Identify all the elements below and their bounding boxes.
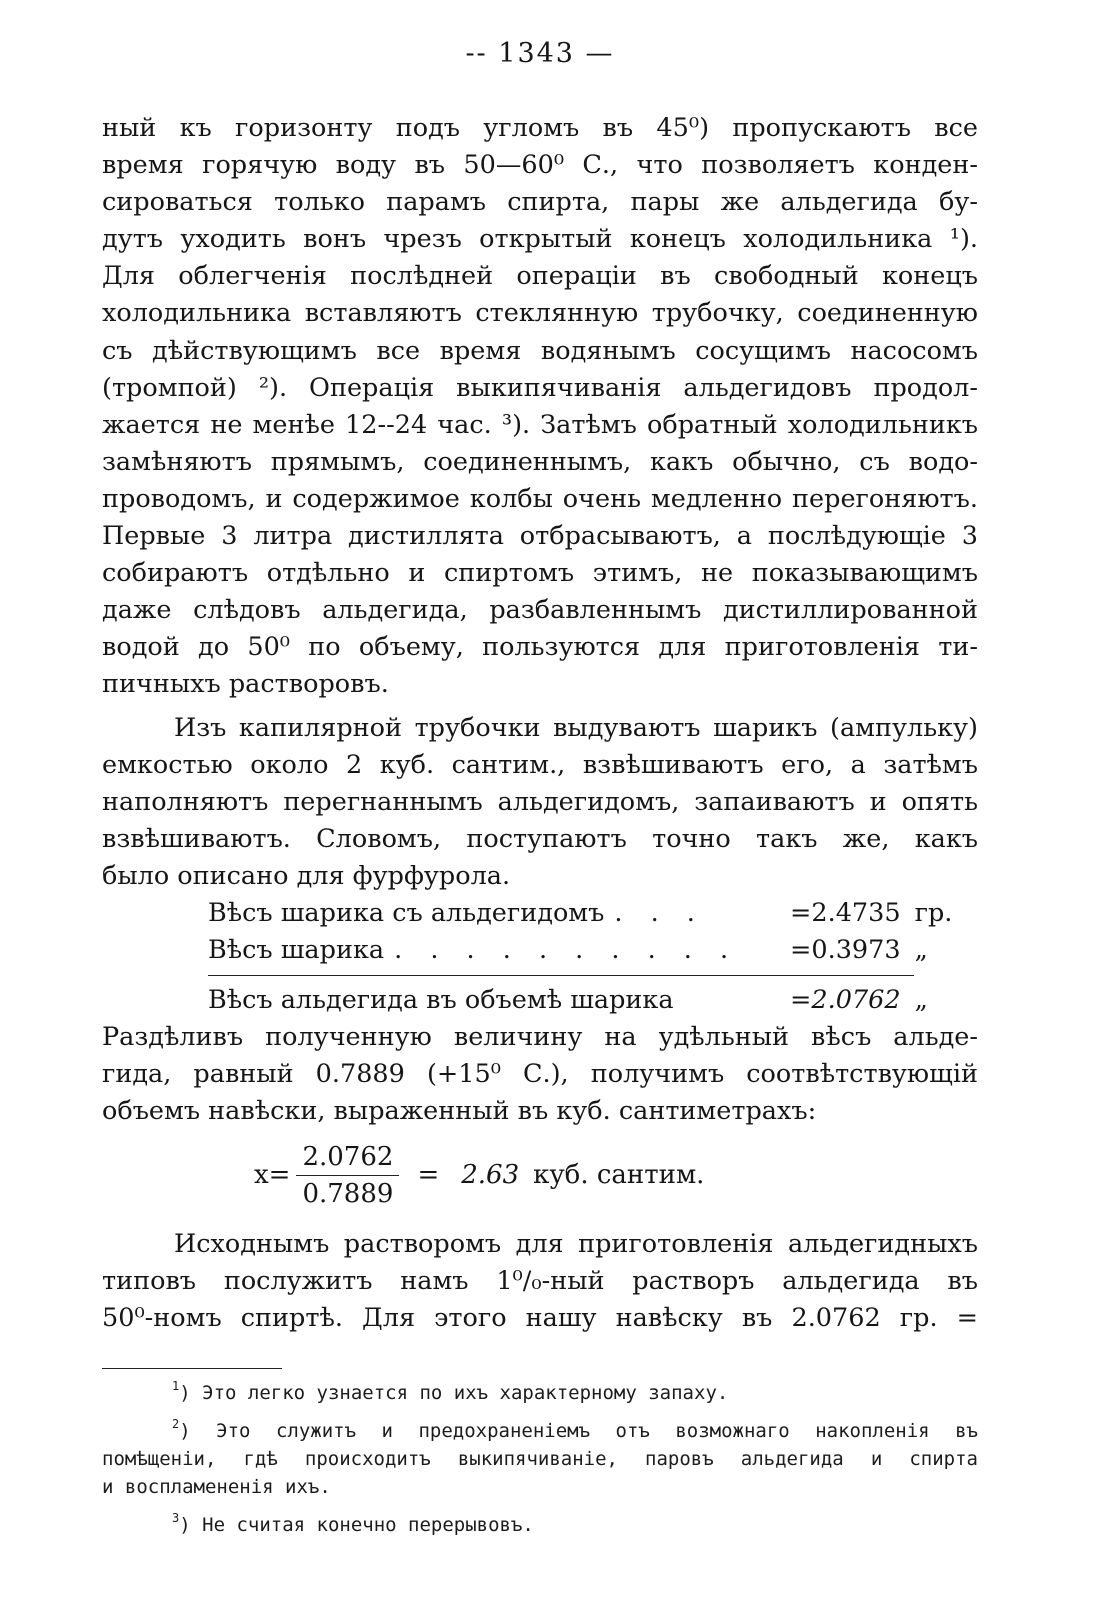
text-line: Исходнымъ растворомъ для приготовленія альдегидныхъ [174,1229,978,1260]
text-line: пичныхъ растворовъ. [102,669,389,700]
weight-row [208,895,1022,932]
footnote-line: $^2$) Это служитъ и предохраненіемъ отъ возможнаго накопленія въ [172,1416,978,1442]
text-line: (тромпой) ²). Операція выкипячиванія альдегидовъ продол- [102,372,978,403]
text-line: дутъ уходить вонъ чрезъ открытый конецъ холодильника ¹). [102,224,978,255]
text-line: Первые 3 литра дистиллята отбрасываютъ, а послѣдующіе 3 [102,521,978,552]
footnote-text: Не считая конечно перерывовъ. [202,1513,534,1536]
weight-row [208,932,1022,969]
weight-value-cell [790,895,1022,932]
footnote-1 [102,1379,978,1407]
text-line: проводомъ, и содержимое колбы очень медленно перегоняютъ. [102,483,978,514]
weight-result-value: =2.0762 [790,984,901,1015]
text-line: типовъ послужитъ намъ 1⁰/₀-ный растворъ альдегида въ [102,1266,978,1297]
text-line: даже слѣдовъ альдегида, разбавленнымъ дистиллированной [102,595,978,626]
weight-label: Вѣсъ шарика съ альдегидомъ [208,897,605,928]
weight-value: =2.4735 [790,897,901,928]
weight-result-label: Вѣсъ альдегида въ объемѣ шарика [208,984,674,1015]
weight-value-cell [790,932,1022,969]
text-line: взвѣшиваютъ. Словомъ, поступаютъ точно такъ же, какъ [102,823,978,854]
footnote-text: Это служитъ и предохраненіемъ отъ возможнаго накопленія въ [216,1419,978,1442]
formula-lhs: x= [254,1160,291,1191]
footnotes [102,1379,978,1539]
text-line: сироваться только парамъ спирта, пары же альдегида бу- [102,187,978,218]
footnote-line: и воспламененія ихъ. [102,1475,331,1498]
text-line: замѣняютъ прямымъ, соединеннымъ, какъ обычно, съ водо- [102,446,978,477]
formula-result: 2.63 [461,1160,520,1191]
text-line: емкостью около 2 куб. сантим., взвѣшиваютъ его, а затѣмъ [102,749,978,780]
text-line: собираютъ отдѣльно и спиртомъ этимъ, не показывающимъ [102,558,978,589]
footnote-mark: 3 [172,1510,180,1525]
footnote-mark: 2 [172,1416,180,1431]
text-line: водой до 50⁰ по объему, пользуются для приготовленія ти- [102,632,978,663]
weight-value: =0.3973 [790,934,901,965]
text-line: Раздѣливъ полученную величину на удѣльный вѣсъ альде- [102,1021,978,1052]
footnote-line: $^3$) Не считая конечно перерывовъ. [172,1510,534,1536]
footnote-mark: 1 [172,1378,180,1393]
text-line: съ дѣйствующимъ все время водянымъ сосущимъ насосомъ [102,335,978,366]
paragraph-4 [102,1226,978,1337]
text-line: жается не менѣе 12--24 час. ³). Затѣмъ обратный холодильникъ [102,409,978,440]
leader-dots: . . . . . . . . . . [394,934,739,965]
text-line: наполняютъ перегнаннымъ альдегидомъ, запаиваютъ и опять [102,786,978,817]
volume-formula [254,1134,978,1216]
text-line: Изъ капилярной трубочки выдуваютъ шарикъ (ампульку) [174,712,978,743]
page-number: -- 1343 — [465,38,615,69]
formula-numerator: 2.0762 [296,1142,399,1176]
text-line: 50⁰-номъ спиртѣ. Для этого нашу навѣску въ 2.0762 гр. = [102,1303,978,1334]
leader-dots: . . . [614,897,705,928]
paragraph-2 [102,710,978,895]
text-line: было описано для фурфурола. [102,860,511,891]
footnote-line: $^1$) Это легко узнается по ихъ характерному запаху. [172,1378,729,1404]
formula-unit: куб. сантим. [533,1160,705,1191]
footnote-line: помѣщеніи, гдѣ происходитъ выкипячиваніе, паровъ альдегида и спирта [102,1447,978,1470]
text-line: Для облегченія послѣдней операціи въ свободный конецъ [102,261,978,292]
text-line: холодильника вставляютъ стеклянную трубочку, соединенную [102,298,978,329]
weight-unit: „ [914,934,928,965]
formula-denominator: 0.7889 [302,1178,394,1209]
paragraph-3 [102,1019,978,1130]
subtraction-rule [208,975,914,976]
weight-label: Вѣсъ шарика [208,934,385,965]
footnote-2 [102,1417,978,1501]
weight-unit: гр. [914,897,953,928]
formula-fraction [296,1142,399,1209]
text-line: гида, равный 0.7889 (+15⁰ С.), получимъ соотвѣтствующій [102,1059,978,1090]
text-line: ный къ горизонту подъ угломъ въ 45⁰) пропускаютъ все [102,113,978,143]
document-page [102,30,978,1549]
weight-result-cell [790,982,1022,1019]
weight-result-unit: „ [914,984,928,1015]
footnote-3 [102,1511,978,1539]
paragraph-1 [102,110,978,704]
weight-result-row [208,982,1022,1019]
text-line: объемъ навѣски, выраженный въ куб. сантиметрахъ: [102,1096,817,1127]
text-line: время горячую воду въ 50—60⁰ С., что позволяетъ конден- [102,150,978,181]
formula-equals: = [417,1160,440,1191]
footnote-text: Это легко узнается по ихъ характерному запаху. [202,1381,729,1404]
footnote-divider [102,1368,282,1369]
weights-table [208,895,1022,1019]
